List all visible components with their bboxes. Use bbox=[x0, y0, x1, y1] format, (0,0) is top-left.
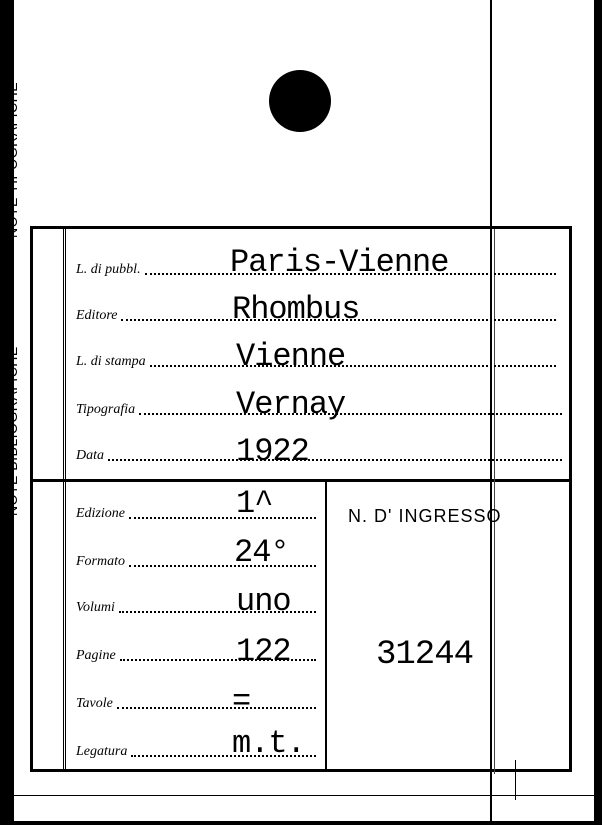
ingresso-divider bbox=[325, 482, 327, 769]
double-rule-bottom bbox=[63, 482, 66, 769]
field-label: Legatura bbox=[76, 744, 128, 759]
section-label-bibliografiche: NOTE BIBLIOGRAFICHE bbox=[4, 346, 20, 516]
field-value-formato: 24° bbox=[234, 534, 289, 571]
field-label: L. di stampa bbox=[76, 354, 146, 369]
ingresso-title: N. D' INGRESSO bbox=[348, 506, 502, 526]
field-label: Editore bbox=[76, 308, 118, 323]
field-value-volumi: uno bbox=[236, 583, 291, 620]
field-value-legatura: m.t. bbox=[232, 725, 305, 762]
scan-edge-bottom bbox=[0, 821, 602, 825]
field-label: Formato bbox=[76, 554, 125, 569]
field-value-luogo-pubblicazione: Paris-Vienne bbox=[230, 244, 449, 281]
ingresso-number: 31244 bbox=[376, 636, 474, 674]
field-edizione bbox=[76, 500, 320, 526]
scan-edge-right bbox=[594, 0, 602, 825]
tag-bottom-line bbox=[14, 795, 594, 796]
punch-hole bbox=[269, 70, 331, 132]
field-value-data: 1922 bbox=[236, 433, 309, 470]
field-value-edizione: 1^ bbox=[236, 485, 273, 522]
field-value-tavole: = bbox=[232, 683, 251, 720]
field-label: Data bbox=[76, 448, 104, 463]
field-value-luogo-stampa: Vienne bbox=[236, 338, 346, 375]
field-data bbox=[76, 442, 566, 468]
double-rule-top bbox=[63, 229, 66, 479]
section-label-tipografiche: NOTE TIPOGRAFICHE bbox=[4, 81, 20, 238]
field-value-tipografia: Vernay bbox=[236, 386, 346, 423]
field-label: Tipografia bbox=[76, 402, 136, 417]
field-label: L. di pubbl. bbox=[76, 262, 141, 277]
field-label: Edizione bbox=[76, 506, 125, 521]
field-value-editore: Rhombus bbox=[232, 291, 360, 328]
field-label: Volumi bbox=[76, 600, 115, 615]
field-tavole bbox=[76, 690, 320, 716]
section-divider bbox=[33, 479, 569, 482]
field-label: Pagine bbox=[76, 648, 116, 663]
field-label: Tavole bbox=[76, 696, 113, 711]
field-value-pagine: 122 bbox=[236, 633, 291, 670]
